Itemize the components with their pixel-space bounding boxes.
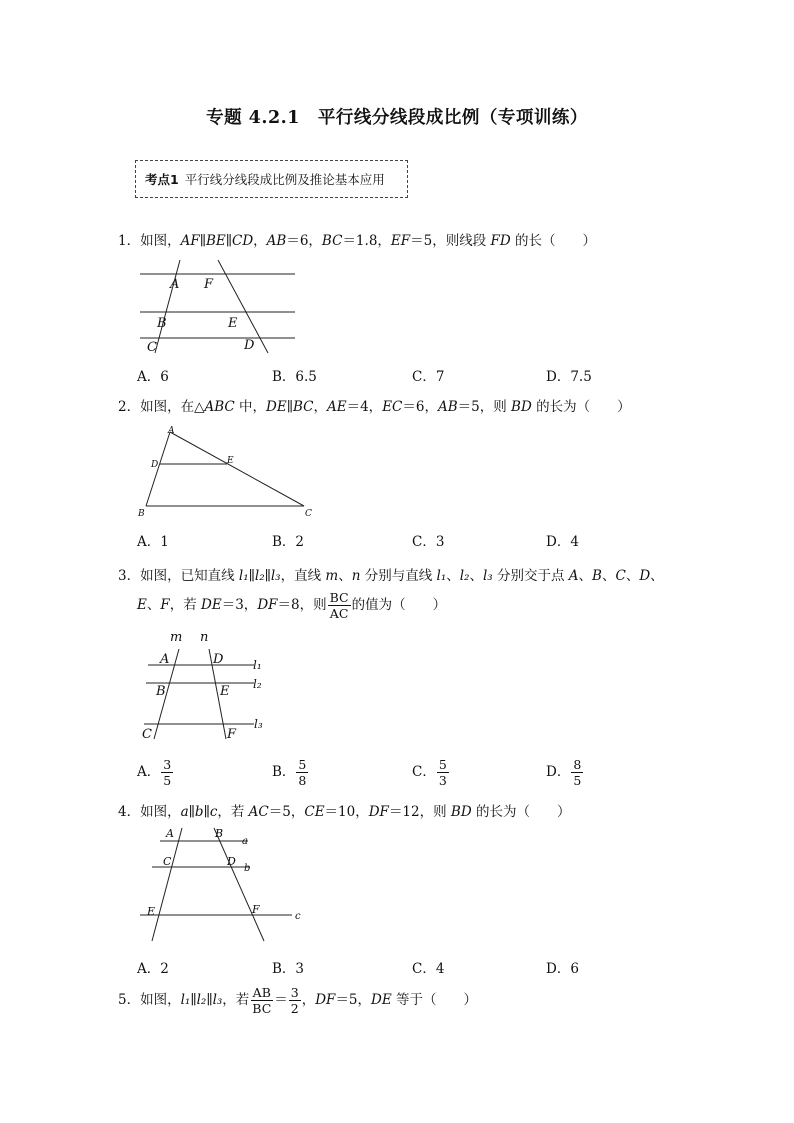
label-F: F bbox=[252, 903, 260, 916]
q2-option-b: B．2 bbox=[272, 534, 305, 550]
label-B: B bbox=[156, 684, 166, 699]
question-3-line2: E、F，若 DE＝3，DF＝8，则 $\frac{BC}{AC}$ 的值为（ ） bbox=[137, 590, 447, 621]
label-E: E bbox=[228, 316, 238, 331]
label-C: C bbox=[142, 727, 152, 742]
section-text: 平行线分线段成比例及推论基本应用 bbox=[184, 172, 385, 187]
label-B: B bbox=[215, 827, 224, 840]
q2-option-a: A．1 bbox=[137, 534, 169, 550]
label-a: a bbox=[242, 836, 248, 847]
label-c: c bbox=[295, 911, 301, 922]
question-1-figure bbox=[130, 258, 310, 358]
label-b: b bbox=[244, 863, 251, 874]
label-A: A bbox=[168, 426, 175, 436]
q1-option-a: A．6 bbox=[137, 369, 169, 385]
question-4-text: 4．如图，a∥b∥c，若 AC＝5，CE＝10，DF＝12，则 BD 的长为（ ） bbox=[118, 804, 571, 820]
question-3-line1: 3．如图，已知直线 l₁∥l₂∥l₃，直线 m、n 分别与直线 l₁、l₂、l₃ 分别交于点 A、B、C、D、 bbox=[118, 568, 664, 584]
q1-option-c: C．7 bbox=[412, 369, 445, 385]
label-C: C bbox=[305, 509, 312, 519]
label-l2: l₂ bbox=[253, 677, 262, 691]
question-1-text: 1．如图，AF∥BE∥CD，AB＝6，BC＝1.8，EF＝5，则线段 FD 的长（ ） bbox=[118, 233, 597, 249]
q4-option-d: D．6 bbox=[546, 961, 579, 977]
label-B: B bbox=[157, 316, 167, 331]
fraction-ab-bc: $\frac{AB}{BC}$ bbox=[252, 985, 272, 1016]
label-A: A bbox=[160, 652, 170, 667]
page-title bbox=[0, 104, 794, 129]
section-box bbox=[135, 160, 408, 198]
question-number: 1． bbox=[118, 233, 141, 249]
label-C: C bbox=[147, 340, 157, 355]
q1-option-b: B．6.5 bbox=[272, 369, 317, 385]
label-D: D bbox=[227, 855, 236, 868]
q4-option-c: C．4 bbox=[412, 961, 445, 977]
q2-option-d: D．4 bbox=[546, 534, 579, 550]
label-n: n bbox=[200, 630, 209, 645]
title-sub: 平行线分线段成比例（专项训练） bbox=[317, 108, 588, 128]
label-F: F bbox=[204, 277, 214, 292]
question-4-figure bbox=[132, 824, 312, 946]
label-E: E bbox=[147, 905, 156, 918]
question-number: 2． bbox=[118, 399, 141, 415]
label-l1: l₁ bbox=[253, 658, 262, 672]
label-l3: l₃ bbox=[254, 717, 263, 731]
title-main: 专题 4.2.1 bbox=[206, 108, 300, 128]
question-2-text: 2．如图，在△ABC 中，DE∥BC，AE＝4，EC＝6，AB＝5，则 BD 的长为（ ） bbox=[118, 399, 631, 415]
question-3-figure bbox=[136, 627, 276, 745]
label-E: E bbox=[220, 684, 230, 699]
question-5-text: 5．如图，l₁∥l₂∥l₃，若 $\frac{AB}{BC}$ ＝ $\frac{3}{2}$ ，DF＝5，DE 等于（ ） bbox=[118, 985, 478, 1016]
q3-option-d: D． $\frac{8}{5}$ bbox=[546, 757, 582, 788]
label-D: D bbox=[244, 338, 255, 353]
q4-option-a: A．2 bbox=[137, 961, 169, 977]
label-F: F bbox=[227, 727, 237, 742]
q3-option-c: C． $\frac{5}{3}$ bbox=[412, 757, 447, 788]
label-B: B bbox=[138, 509, 145, 519]
label-D: D bbox=[151, 460, 159, 470]
q2-option-c: C．3 bbox=[412, 534, 445, 550]
label-A: A bbox=[170, 277, 180, 292]
label-D: D bbox=[213, 652, 224, 667]
q1-option-d: D．7.5 bbox=[546, 369, 592, 385]
q3-option-a: A． $\frac{3}{5}$ bbox=[137, 757, 172, 788]
label-A: A bbox=[166, 827, 174, 840]
question-number: 3． bbox=[118, 568, 141, 584]
fraction-bc-ac: $\frac{BC}{AC}$ bbox=[329, 590, 349, 621]
question-number: 5． bbox=[118, 992, 141, 1008]
question-number: 4． bbox=[118, 804, 141, 820]
label-E: E bbox=[227, 456, 234, 466]
label-m: m bbox=[170, 630, 183, 645]
label-C: C bbox=[163, 855, 172, 868]
section-label: 考点1 bbox=[145, 172, 179, 187]
question-2-figure bbox=[132, 422, 322, 520]
q4-option-b: B．3 bbox=[272, 961, 305, 977]
fraction-3-2: $\frac{3}{2}$ bbox=[290, 985, 299, 1016]
q3-option-b: B． $\frac{5}{8}$ bbox=[272, 757, 307, 788]
